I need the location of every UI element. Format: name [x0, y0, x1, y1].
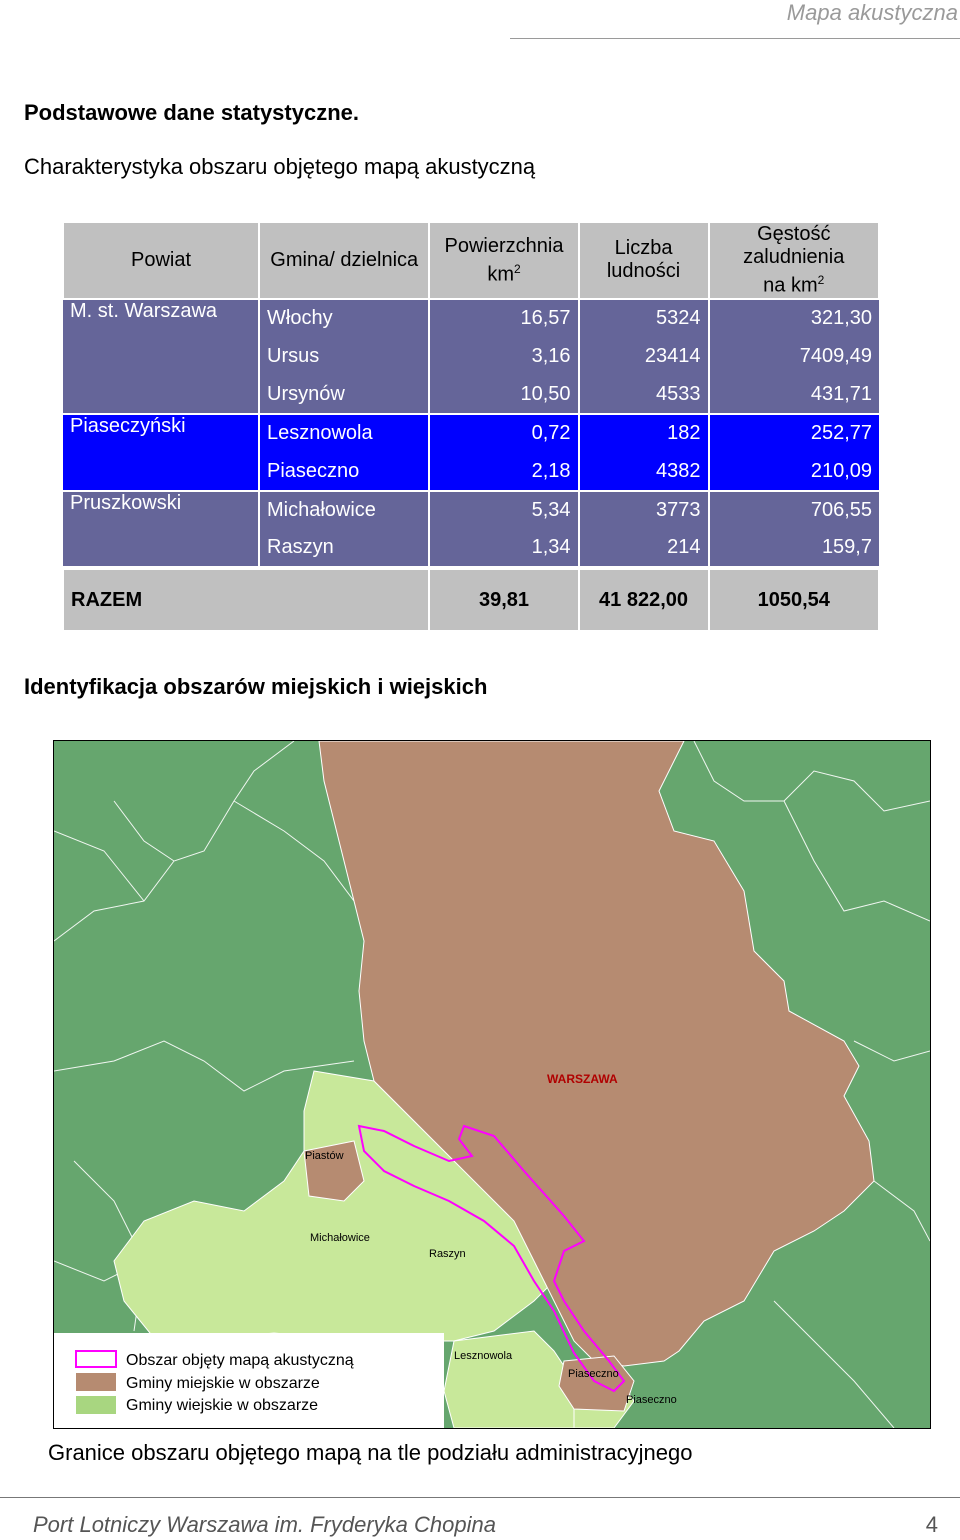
footer-divider	[0, 1497, 960, 1498]
density-cell: 706,55	[709, 491, 879, 530]
legend-label-area: Obszar objęty mapą akustyczną	[126, 1352, 354, 1369]
legend-swatch-rural	[76, 1396, 116, 1414]
map-label-warszawa: WARSZAWA	[547, 1072, 618, 1086]
page-number: 4	[925, 1512, 938, 1537]
area-cell: 1,34	[429, 530, 578, 569]
total-population: 41 822,00	[579, 568, 709, 630]
total-label: RAZEM	[63, 568, 429, 630]
map-label-piaseczno-town: Piaseczno	[568, 1368, 619, 1380]
area-cell: 2,18	[429, 453, 578, 492]
area-cell: 16,57	[429, 299, 578, 338]
gmina-cell: Michałowice	[259, 491, 429, 530]
map-legend	[54, 1333, 444, 1428]
legend-label-rural: Gminy wiejskie w obszarze	[126, 1397, 319, 1414]
statistics-table	[62, 221, 880, 630]
density-cell: 159,7	[709, 530, 879, 569]
area-cell: 5,34	[429, 491, 578, 530]
density-cell: 7409,49	[709, 337, 879, 376]
table-row	[63, 299, 879, 338]
gmina-cell: Ursynów	[259, 376, 429, 415]
powiat-cell: Pruszkowski	[63, 491, 259, 568]
area-cell: 10,50	[429, 376, 578, 415]
population-cell: 4382	[579, 453, 709, 492]
header-title: Mapa akustyczna	[786, 0, 958, 25]
powiat-cell: M. st. Warszawa	[63, 299, 259, 415]
total-density: 1050,54	[709, 568, 879, 630]
col-header-density: Gęstość zaludnienia na $km^2$	[709, 222, 879, 299]
map-label-michalowice: Michałowice	[310, 1232, 370, 1244]
total-area: 39,81	[429, 568, 578, 630]
table-row	[63, 414, 879, 453]
population-cell: 4533	[579, 376, 709, 415]
col-header-population: Liczba ludności	[579, 222, 709, 299]
powiat-cell: Piaseczyński	[63, 414, 259, 491]
map-label-piaseczno-gmina: Piaseczno	[626, 1394, 677, 1406]
population-cell: 182	[579, 414, 709, 453]
col-header-gmina: Gmina/ dzielnica	[259, 222, 429, 299]
density-cell: 431,71	[709, 376, 879, 415]
section-title-map: Identyfikacja obszarów miejskich i wiejskich	[24, 674, 488, 699]
table-total-row	[63, 568, 879, 630]
population-cell: 214	[579, 530, 709, 569]
area-cell: 3,16	[429, 337, 578, 376]
administrative-map	[53, 740, 931, 1429]
gmina-cell: Raszyn	[259, 530, 429, 569]
header-divider	[510, 38, 960, 39]
section-subtitle: Charakterystyka obszaru objętego mapą akustyczną	[24, 154, 536, 179]
density-cell: 321,30	[709, 299, 879, 338]
population-cell: 3773	[579, 491, 709, 530]
map-graphic	[54, 741, 930, 1428]
map-caption: Granice obszaru objętego mapą na tle podziału administracyjnego	[48, 1440, 693, 1465]
section-title-stats: Podstawowe dane statystyczne.	[24, 100, 359, 125]
legend-swatch-urban	[76, 1373, 116, 1391]
density-cell: 252,77	[709, 414, 879, 453]
footer-title: Port Lotniczy Warszawa im. Fryderyka Chopina	[33, 1512, 496, 1537]
legend-label-urban: Gminy miejskie w obszarze	[126, 1375, 320, 1392]
map-label-lesznowola: Lesznowola	[454, 1350, 513, 1362]
gmina-cell: Włochy	[259, 299, 429, 338]
area-cell: 0,72	[429, 414, 578, 453]
density-cell: 210,09	[709, 453, 879, 492]
population-cell: 5324	[579, 299, 709, 338]
col-header-area: Powierzchnia $km^2$	[429, 222, 578, 299]
population-cell: 23414	[579, 337, 709, 376]
gmina-cell: Lesznowola	[259, 414, 429, 453]
table-row	[63, 491, 879, 530]
table-header-row	[63, 222, 879, 299]
col-header-powiat: Powiat	[63, 222, 259, 299]
gmina-cell: Piaseczno	[259, 453, 429, 492]
map-label-piastow: Piastów	[305, 1150, 344, 1162]
gmina-cell: Ursus	[259, 337, 429, 376]
map-label-raszyn: Raszyn	[429, 1248, 466, 1260]
